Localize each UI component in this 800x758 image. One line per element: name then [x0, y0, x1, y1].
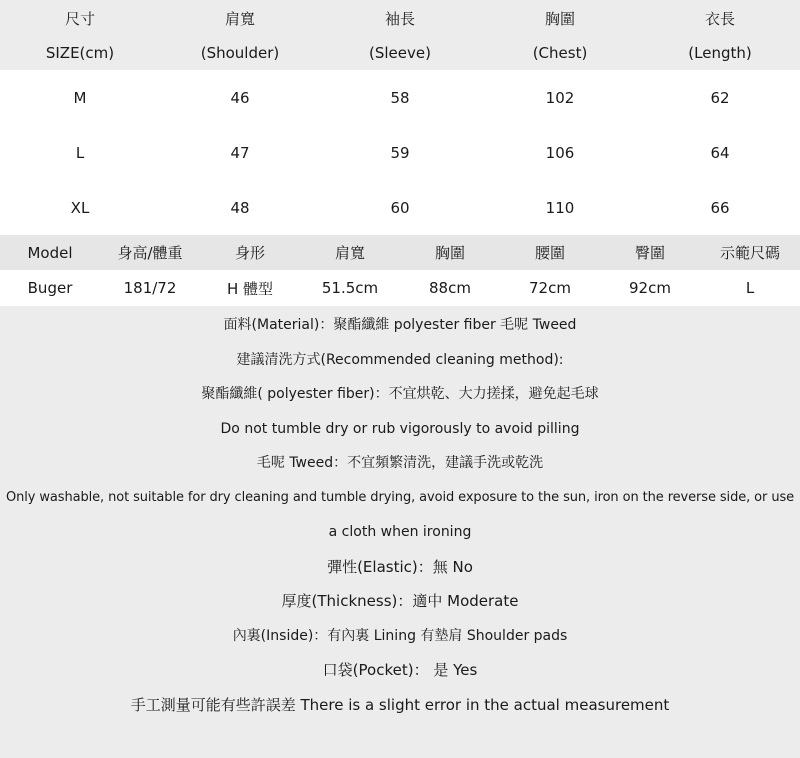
- sleeve-header-cell: 袖長: [384, 9, 415, 28]
- table-row: [0, 70, 800, 125]
- size-chart-table: [0, 0, 800, 235]
- size-table-body: [0, 70, 800, 235]
- size-header-row-english: [0, 36, 800, 70]
- height-weight-header-cell: 身高/體重: [117, 244, 183, 262]
- shoulder-cell: 47: [230, 143, 250, 162]
- length-cell: 64: [710, 143, 730, 162]
- size-header-cell: 尺寸: [64, 9, 95, 28]
- worn-size-header-cell: 示範尺碼: [719, 244, 780, 262]
- product-info-section: [0, 306, 800, 758]
- sleeve-cell: 59: [390, 143, 410, 162]
- thickness-line: 厚度(Thickness)：適中 Moderate: [281, 592, 519, 610]
- length-header-cell: 衣長: [704, 9, 735, 28]
- measurement-note-line: 手工測量可能有些許誤差 There is a slight error in the actual measurement: [130, 695, 670, 714]
- height-weight-cell: 181/72: [123, 279, 177, 297]
- model-header-cell: Model: [27, 243, 73, 262]
- inside-lining-line: 內裏(Inside)：有內裏 Lining 有墊肩 Shoulder pads: [232, 627, 568, 644]
- chest-header-cell: 胸圍: [544, 9, 575, 28]
- table-row: [0, 180, 800, 235]
- chest-cell: 110: [545, 198, 575, 217]
- body-type-cell: H 體型: [226, 279, 274, 298]
- tweed-care-english-line: Only washable, not suitable for dry cleaning and tumble drying, avoid exposure to the sun, iron on the reverse side, or use: [5, 489, 795, 505]
- worn-size-cell: L: [745, 279, 755, 297]
- tweed-care-line: 毛呢 Tweed：不宜頻繁清洗，建議手洗或乾洗: [256, 455, 544, 471]
- chest-cell: 102: [545, 88, 575, 107]
- polyester-care-english-line: Do not tumble dry or rub vigorously to avoid pilling: [220, 420, 580, 437]
- size-header-row-chinese: [0, 0, 800, 36]
- sleeve-header-cell-en: (Sleeve): [369, 44, 431, 62]
- shoulder-cell: 46: [230, 88, 250, 107]
- shoulder-header-cell: 肩寬: [334, 244, 365, 262]
- sleeve-cell: 60: [390, 198, 410, 217]
- length-cell: 62: [710, 88, 730, 107]
- shoulder-cell: 48: [230, 198, 250, 217]
- chest-cell: 88cm: [429, 279, 471, 297]
- chest-header-cell: 胸圍: [434, 244, 465, 262]
- model-info-table: [0, 235, 800, 306]
- waist-cell: 72cm: [529, 279, 571, 297]
- cleaning-method-heading: 建議清洗方式(Recommended cleaning method):: [236, 351, 564, 368]
- sleeve-cell: 58: [390, 88, 410, 107]
- shoulder-header-cell: 肩寬: [224, 9, 255, 28]
- model-header-row: [0, 235, 800, 270]
- size-header-cell-en: SIZE(cm): [45, 44, 115, 62]
- pocket-line: 口袋(Pocket)： 是 Yes: [322, 661, 478, 679]
- chest-header-cell-en: (Chest): [532, 44, 588, 62]
- elastic-line: 彈性(Elastic)：無 No: [327, 557, 473, 576]
- body-type-header-cell: 身形: [234, 244, 265, 262]
- polyester-care-line: 聚酯纖維( polyester fiber)：不宜烘乾、大力搓揉，避免起毛球: [201, 386, 599, 402]
- material-line: 面料(Material)：聚酯纖維 polyester fiber 毛呢 Tweed: [223, 317, 577, 333]
- length-cell: 66: [710, 198, 730, 217]
- model-data-row: [0, 270, 800, 306]
- size-cell: L: [75, 143, 85, 162]
- hip-cell: 92cm: [629, 279, 671, 297]
- tweed-care-english-line-continued: a cloth when ironing: [328, 524, 472, 540]
- shoulder-cell: 51.5cm: [321, 279, 379, 297]
- table-row: [0, 125, 800, 180]
- shoulder-header-cell-en: (Shoulder): [200, 44, 280, 62]
- model-name-cell: Buger: [27, 279, 73, 297]
- length-header-cell-en: (Length): [688, 44, 752, 62]
- size-cell: XL: [70, 198, 90, 217]
- size-cell: M: [73, 88, 87, 107]
- waist-header-cell: 腰圍: [534, 244, 565, 262]
- hip-header-cell: 臀圍: [634, 244, 665, 262]
- chest-cell: 106: [545, 143, 575, 162]
